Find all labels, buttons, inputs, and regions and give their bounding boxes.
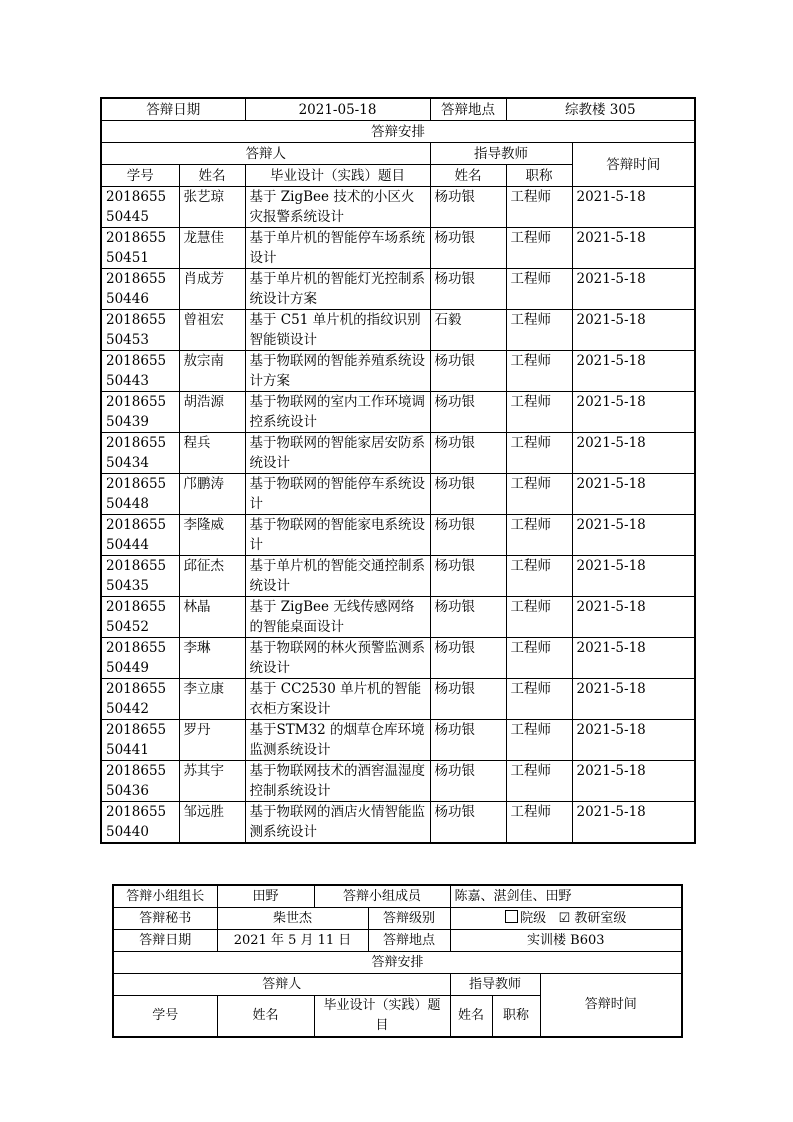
student-id-cell: 201865550448	[101, 474, 179, 515]
advisor-rank-cell: 工程师	[506, 392, 572, 433]
table-row	[101, 761, 695, 802]
date-label: 答辩日期	[101, 98, 245, 121]
project-title-cell: 基于物联网的智能家居安防系统设计	[245, 433, 430, 474]
advisor-name-cell: 杨功银	[430, 474, 506, 515]
project-title-cell: 基于物联网的酒店火情智能监测系统设计	[245, 802, 430, 844]
defense-time-cell: 2021-5-18	[572, 802, 695, 844]
student-name-cell: 邱征杰	[179, 556, 245, 597]
defense-time-cell: 2021-5-18	[572, 556, 695, 597]
advisor-rank-cell: 工程师	[506, 556, 572, 597]
table-row	[101, 187, 695, 228]
schedule-rows	[101, 187, 695, 844]
defense-schedule-table	[100, 97, 696, 844]
advisor-name-cell: 杨功银	[430, 638, 506, 679]
table-row	[101, 269, 695, 310]
advisor-rank-cell: 工程师	[506, 720, 572, 761]
advisor-name-cell: 杨功银	[430, 720, 506, 761]
project-title-cell: 基于物联网的室内工作环境调控系统设计	[245, 392, 430, 433]
col-student-id-2: 学号	[113, 996, 217, 1038]
project-title-cell: 基于物联网的林火预警监测系统设计	[245, 638, 430, 679]
student-name-cell: 曾祖宏	[179, 310, 245, 351]
date-value-2: 2021 年 5 月 11 日	[217, 930, 368, 952]
advisor-name-cell: 杨功银	[430, 761, 506, 802]
student-name-cell: 邝鹏涛	[179, 474, 245, 515]
student-name-cell: 龙慧佳	[179, 228, 245, 269]
student-name-cell: 苏其宇	[179, 761, 245, 802]
student-id-cell: 201865550443	[101, 351, 179, 392]
advisor-name-cell: 杨功银	[430, 351, 506, 392]
advisor-rank-cell: 工程师	[506, 269, 572, 310]
secretary-label: 答辩秘书	[113, 908, 217, 930]
advisor-name-cell: 石毅	[430, 310, 506, 351]
project-title-cell: 基于单片机的智能交通控制系统设计	[245, 556, 430, 597]
table-row	[101, 474, 695, 515]
advisor-name-cell: 杨功银	[430, 597, 506, 638]
defense-group-table	[112, 884, 683, 1038]
defense-time-cell: 2021-5-18	[572, 187, 695, 228]
defense-time-cell: 2021-5-18	[572, 392, 695, 433]
defense-time-cell: 2021-5-18	[572, 310, 695, 351]
defense-time-cell: 2021-5-18	[572, 433, 695, 474]
defense-time-cell: 2021-5-18	[572, 761, 695, 802]
student-name-cell: 敖宗南	[179, 351, 245, 392]
col-student-id: 学号	[101, 165, 179, 187]
time-header: 答辩时间	[572, 143, 695, 187]
arrangement-title: 答辩安排	[101, 121, 695, 143]
advisor-rank-cell: 工程师	[506, 515, 572, 556]
defender-header: 答辩人	[101, 143, 430, 165]
advisor-header: 指导教师	[430, 143, 572, 165]
time-header-2: 答辩时间	[540, 974, 682, 1038]
place-label: 答辩地点	[430, 98, 506, 121]
student-name-cell: 李隆威	[179, 515, 245, 556]
project-title-cell: 基于 ZigBee 无线传感网络的智能桌面设计	[245, 597, 430, 638]
col-title: 毕业设计（实践）题目	[245, 165, 430, 187]
advisor-name-cell: 杨功银	[430, 187, 506, 228]
student-id-cell: 201865550435	[101, 556, 179, 597]
table-row	[101, 720, 695, 761]
table-row	[101, 556, 695, 597]
advisor-name-cell: 杨功银	[430, 515, 506, 556]
advisor-rank-cell: 工程师	[506, 761, 572, 802]
place-value-2: 实训楼 B603	[450, 930, 682, 952]
place-value: 综教楼 305	[506, 98, 695, 121]
table-row	[101, 392, 695, 433]
advisor-rank-cell: 工程师	[506, 228, 572, 269]
table-row	[101, 228, 695, 269]
advisor-name-cell: 杨功银	[430, 802, 506, 844]
col-title-2: 毕业设计（实践）题目	[314, 996, 450, 1038]
student-id-cell: 201865550449	[101, 638, 179, 679]
student-name-cell: 罗丹	[179, 720, 245, 761]
project-title-cell: 基于STM32 的烟草仓库环境监测系统设计	[245, 720, 430, 761]
student-name-cell: 胡浩源	[179, 392, 245, 433]
advisor-rank-cell: 工程师	[506, 679, 572, 720]
arrangement-title-2: 答辩安排	[113, 952, 682, 974]
level-option1-label: 院级	[520, 910, 547, 926]
student-id-cell: 201865550440	[101, 802, 179, 844]
table-row	[101, 351, 695, 392]
level-option1-checkbox[interactable]	[505, 910, 518, 923]
advisor-name-cell: 杨功银	[430, 269, 506, 310]
defense-time-cell: 2021-5-18	[572, 597, 695, 638]
project-title-cell: 基于单片机的智能灯光控制系统设计方案	[245, 269, 430, 310]
advisor-rank-cell: 工程师	[506, 802, 572, 844]
table-row	[101, 597, 695, 638]
col-advisor-name-2: 姓名	[450, 996, 492, 1038]
members-value: 陈嘉、湛剑佳、田野	[450, 885, 682, 908]
level-option2-checkbox[interactable]: ☑	[558, 910, 571, 926]
student-id-cell: 201865550452	[101, 597, 179, 638]
project-title-cell: 基于单片机的智能停车场系统设计	[245, 228, 430, 269]
table-row	[101, 433, 695, 474]
advisor-name-cell: 杨功银	[430, 228, 506, 269]
student-id-cell: 201865550446	[101, 269, 179, 310]
defense-time-cell: 2021-5-18	[572, 269, 695, 310]
project-title-cell: 基于物联网的智能养殖系统设计方案	[245, 351, 430, 392]
defense-time-cell: 2021-5-18	[572, 720, 695, 761]
project-title-cell: 基于物联网的智能家电系统设计	[245, 515, 430, 556]
defense-time-cell: 2021-5-18	[572, 228, 695, 269]
level-option2-label: 教研室级	[574, 910, 627, 926]
advisor-name-cell: 杨功银	[430, 679, 506, 720]
project-title-cell: 基于 CC2530 单片机的智能衣柜方案设计	[245, 679, 430, 720]
leader-label: 答辩小组组长	[113, 885, 217, 908]
advisor-name-cell: 杨功银	[430, 556, 506, 597]
project-title-cell: 基于 ZigBee 技术的小区火灾报警系统设计	[245, 187, 430, 228]
student-name-cell: 肖成芳	[179, 269, 245, 310]
table-row	[101, 802, 695, 844]
project-title-cell: 基于 C51 单片机的指纹识别智能锁设计	[245, 310, 430, 351]
student-id-cell: 201865550444	[101, 515, 179, 556]
project-title-cell: 基于物联网的智能停车系统设计	[245, 474, 430, 515]
table-row	[101, 679, 695, 720]
student-id-cell: 201865550441	[101, 720, 179, 761]
defense-time-cell: 2021-5-18	[572, 638, 695, 679]
advisor-header-2: 指导教师	[450, 974, 540, 996]
col-name-2: 姓名	[217, 996, 314, 1038]
col-advisor-name: 姓名	[430, 165, 506, 187]
leader-value: 田野	[217, 885, 314, 908]
defense-time-cell: 2021-5-18	[572, 679, 695, 720]
student-id-cell: 201865550439	[101, 392, 179, 433]
project-title-cell: 基于物联网技术的酒窖温湿度控制系统设计	[245, 761, 430, 802]
col-name: 姓名	[179, 165, 245, 187]
col-advisor-rank-2: 职称	[492, 996, 540, 1038]
advisor-rank-cell: 工程师	[506, 310, 572, 351]
student-id-cell: 201865550442	[101, 679, 179, 720]
col-advisor-rank: 职称	[506, 165, 572, 187]
student-id-cell: 201865550453	[101, 310, 179, 351]
advisor-rank-cell: 工程师	[506, 351, 572, 392]
advisor-rank-cell: 工程师	[506, 474, 572, 515]
advisor-rank-cell: 工程师	[506, 187, 572, 228]
level-label: 答辩级别	[368, 908, 450, 930]
student-name-cell: 林晶	[179, 597, 245, 638]
student-name-cell: 李琳	[179, 638, 245, 679]
secretary-value: 柴世杰	[217, 908, 368, 930]
defense-time-cell: 2021-5-18	[572, 515, 695, 556]
advisor-rank-cell: 工程师	[506, 597, 572, 638]
advisor-rank-cell: 工程师	[506, 638, 572, 679]
student-id-cell: 201865550434	[101, 433, 179, 474]
members-label: 答辩小组成员	[314, 885, 450, 908]
table-row	[101, 638, 695, 679]
defense-time-cell: 2021-5-18	[572, 474, 695, 515]
student-name-cell: 程兵	[179, 433, 245, 474]
student-id-cell: 201865550445	[101, 187, 179, 228]
defense-time-cell: 2021-5-18	[572, 351, 695, 392]
advisor-name-cell: 杨功银	[430, 433, 506, 474]
date-value: 2021-05-18	[245, 98, 430, 121]
student-name-cell: 李立康	[179, 679, 245, 720]
level-options	[450, 908, 682, 930]
advisor-name-cell: 杨功银	[430, 392, 506, 433]
date-label-2: 答辩日期	[113, 930, 217, 952]
student-id-cell: 201865550451	[101, 228, 179, 269]
place-label-2: 答辩地点	[368, 930, 450, 952]
table-row	[101, 310, 695, 351]
student-name-cell: 张艺琼	[179, 187, 245, 228]
table-row	[101, 515, 695, 556]
advisor-rank-cell: 工程师	[506, 433, 572, 474]
student-name-cell: 邹远胜	[179, 802, 245, 844]
student-id-cell: 201865550436	[101, 761, 179, 802]
defender-header-2: 答辩人	[113, 974, 450, 996]
